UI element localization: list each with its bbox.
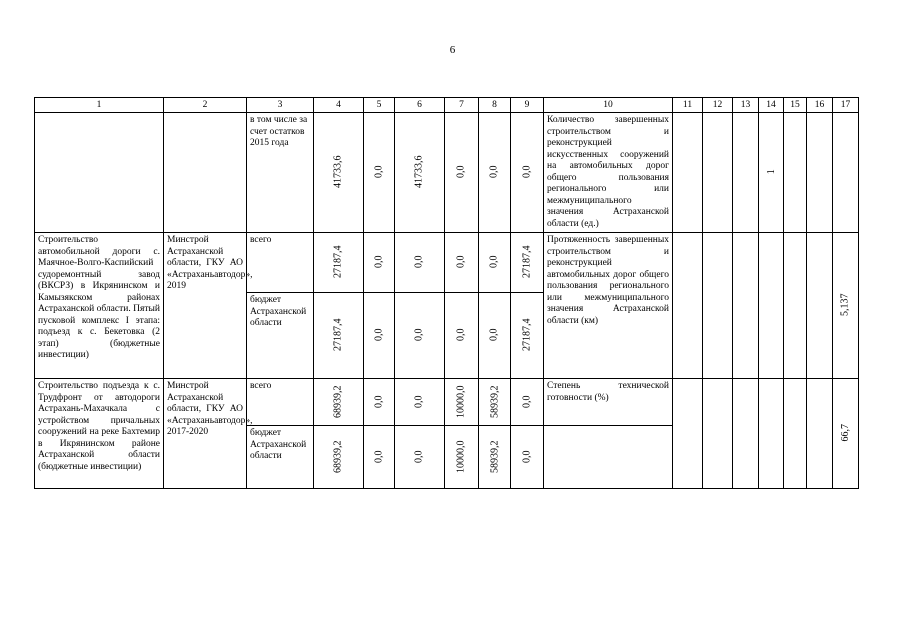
table-row xyxy=(35,113,859,233)
empty-cell xyxy=(833,113,859,233)
value-cell: 68939,2 xyxy=(314,379,364,426)
value-cell: 27187,4 xyxy=(511,233,544,293)
value-cell: 0,0 xyxy=(511,113,544,233)
value-cell: 27187,4 xyxy=(314,233,364,293)
value-cell: 27187,4 xyxy=(314,293,364,379)
header-cell: 8 xyxy=(479,98,511,113)
value-cell: 0,0 xyxy=(479,233,511,293)
header-cell: 10 xyxy=(544,98,673,113)
empty-cell xyxy=(759,233,784,379)
empty-cell xyxy=(807,233,833,379)
indicator-text: Протяженность завершенных строительством и реконструкцией автомобильных дорог общего пользования регионального или межмуниципального значения Астраханской области (км) xyxy=(544,233,673,379)
empty-cell xyxy=(807,113,833,233)
empty-cell xyxy=(673,379,703,489)
header-cell: 17 xyxy=(833,98,859,113)
header-cell: 2 xyxy=(164,98,247,113)
value-cell: 0,0 xyxy=(364,113,395,233)
value-cell: 0,0 xyxy=(364,233,395,293)
header-cell: 15 xyxy=(784,98,807,113)
funding-source-label: всего xyxy=(247,233,314,293)
empty-cell xyxy=(703,233,733,379)
empty-cell xyxy=(784,379,807,489)
empty-cell xyxy=(733,379,759,489)
funding-source-label: всего xyxy=(247,379,314,426)
value-cell: 0,0 xyxy=(395,293,445,379)
empty-cell xyxy=(544,426,673,489)
header-cell: 9 xyxy=(511,98,544,113)
value-cell: 0,0 xyxy=(445,113,479,233)
header-cell: 5 xyxy=(364,98,395,113)
empty-cell xyxy=(703,113,733,233)
project-name: Строительство подъезда к с. Трудфронт от автодороги Астрахань-Махачкала с устройством причальных сооружений на реке Бахтемир в Икрянинском районе Астраханской области (бюджетные инвестиции) xyxy=(35,379,164,489)
header-cell: 13 xyxy=(733,98,759,113)
empty-cell xyxy=(164,113,247,233)
value-cell: 0,0 xyxy=(479,293,511,379)
empty-cell xyxy=(673,113,703,233)
value-cell: 0,0 xyxy=(511,426,544,489)
header-cell: 16 xyxy=(807,98,833,113)
empty-cell xyxy=(759,379,784,489)
value-cell: 0,0 xyxy=(479,113,511,233)
value-cell: 66,7 xyxy=(833,379,859,489)
value-cell: 41733,6 xyxy=(395,113,445,233)
project-executor: Минстрой Астраханской области, ГКУ АО «Астраханьавтодор», 2019 xyxy=(164,233,247,379)
value-cell: 0,0 xyxy=(445,233,479,293)
value-cell: 58939,2 xyxy=(479,426,511,489)
value-cell: 0,0 xyxy=(395,379,445,426)
value-cell: 0,0 xyxy=(364,379,395,426)
empty-cell xyxy=(703,379,733,489)
header-cell: 7 xyxy=(445,98,479,113)
empty-cell xyxy=(733,233,759,379)
project-name: Строительство автомобильной дороги с. Маячное-Волго-Каспийский судоремонтный завод (ВКСРЗ) в Икрянинском и Камызякском районах Астраханской области. Пятый пусковой комплекс I этапа: подъезд к с. Бекетовка (2 этап) (бюджетные инвестиции) xyxy=(35,233,164,379)
value-cell: 0,0 xyxy=(445,293,479,379)
value-cell: 0,0 xyxy=(511,379,544,426)
value-cell: 68939,2 xyxy=(314,426,364,489)
table-row xyxy=(35,233,859,293)
indicator-text: Количество завершенных строительством и реконструкцией искусственных сооружений на автомобильных дорог общего пользования регионального или межмуниципального значения Астраханской области (ед.) xyxy=(544,113,673,233)
header-cell: 14 xyxy=(759,98,784,113)
header-cell: 12 xyxy=(703,98,733,113)
header-cell: 1 xyxy=(35,98,164,113)
header-cell: 6 xyxy=(395,98,445,113)
indicator-text: Степень технической готовности (%) xyxy=(544,379,673,426)
empty-cell xyxy=(784,233,807,379)
header-cell: 11 xyxy=(673,98,703,113)
value-cell: 0,0 xyxy=(364,426,395,489)
value-cell: 1 xyxy=(759,113,784,233)
header-row xyxy=(35,98,859,113)
value-cell: 5,137 xyxy=(833,233,859,379)
empty-cell xyxy=(673,233,703,379)
program-table xyxy=(34,97,859,489)
empty-cell xyxy=(35,113,164,233)
value-cell: 0,0 xyxy=(395,233,445,293)
header-cell: 4 xyxy=(314,98,364,113)
empty-cell xyxy=(807,379,833,489)
value-cell: 27187,4 xyxy=(511,293,544,379)
value-cell: 0,0 xyxy=(364,293,395,379)
value-cell: 41733,6 xyxy=(314,113,364,233)
empty-cell xyxy=(784,113,807,233)
project-executor: Минстрой Астраханской области, ГКУ АО «Астраханьавтодор», 2017-2020 xyxy=(164,379,247,489)
value-cell: 10000,0 xyxy=(445,426,479,489)
funding-source-label: в том числе за счет остатков 2015 года xyxy=(247,113,314,233)
value-cell: 0,0 xyxy=(395,426,445,489)
value-cell: 58939,2 xyxy=(479,379,511,426)
page-number: 6 xyxy=(449,44,456,56)
funding-source-label: бюджет Астраханской области xyxy=(247,293,314,379)
value-cell: 10000,0 xyxy=(445,379,479,426)
funding-source-label: бюджет Астраханской области xyxy=(247,426,314,489)
empty-cell xyxy=(733,113,759,233)
table-row xyxy=(35,379,859,426)
header-cell: 3 xyxy=(247,98,314,113)
